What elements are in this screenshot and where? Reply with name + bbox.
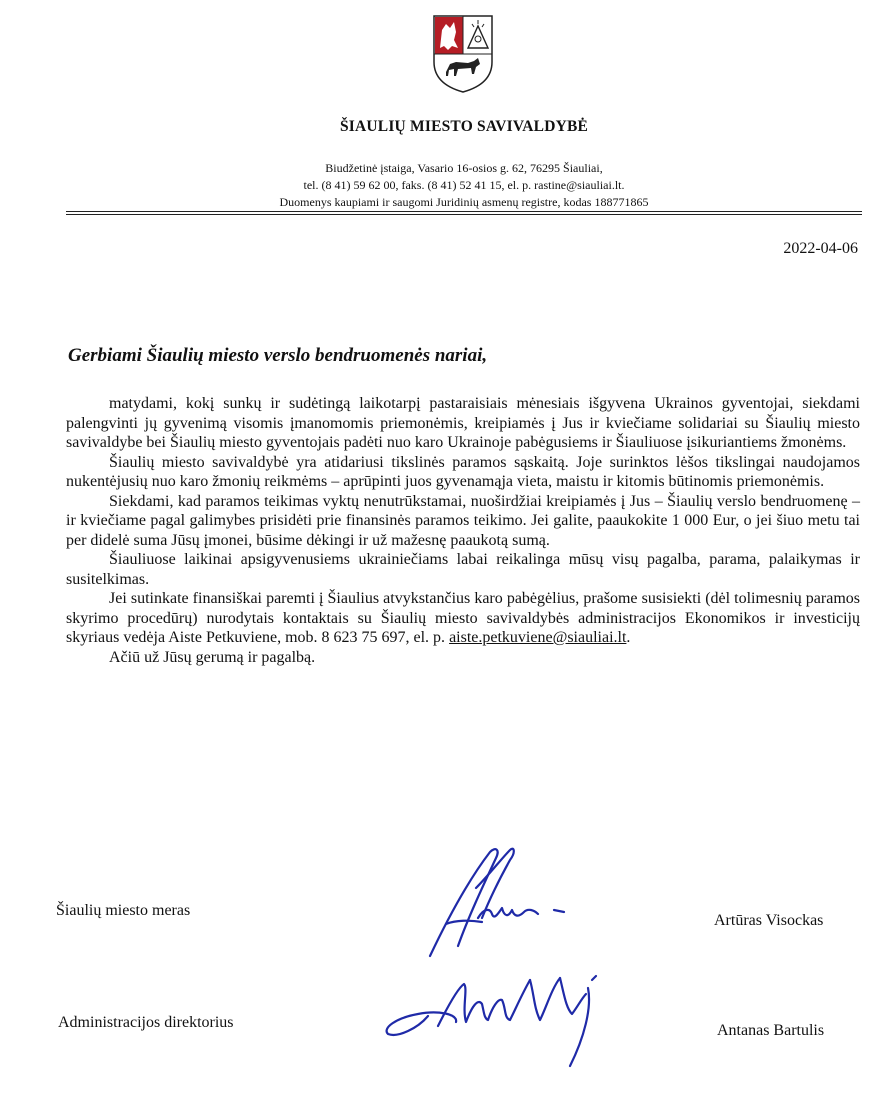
email-link[interactable]: aiste.petkuviene@siauliai.lt [449, 629, 627, 646]
header-registry-line: Duomenys kaupiami ir saugomi Juridinių asmenų registre, kodas 188771865 [279, 195, 649, 209]
director-title: Administracijos direktorius [58, 1014, 234, 1031]
contact-text: Jei sutinkate finansiškai paremti į Šiaulius atvykstančius karo pabėgėlius, prašome susisiekti (dėl tolimesnių paramos skyrimo procedūrų) nurodytais kontaktais su Šiaulių miesto savivaldybės administracijos Ekonomikos ir investicijų skyriaus vedėja Aiste Petkuviene, mob. 8 623 75 697, el. p. [66, 590, 860, 646]
director-signature [387, 976, 596, 1066]
mayor-signature [430, 849, 564, 956]
letter-body [66, 394, 860, 667]
contact-end: . [626, 629, 631, 646]
body-paragraph [66, 589, 860, 648]
header-divider [66, 214, 862, 215]
header-address-line: Biudžetinė įstaiga, Vasario 16-osios g. 62, 76295 Šiauliai, [325, 161, 603, 175]
closing-line: Ačiū už Jūsų gerumą ir pagalbą. [109, 648, 316, 666]
mayor-name: Artūras Visockas [714, 912, 824, 929]
body-paragraph: Siekdami, kad paramos teikimas vyktų nenutrūkstamai, nuoširdžiai kreipiamės į Jus – Šiaulių verslo bendruomenę – ir kviečiame pagal galimybes prisidėti prie finansinės paramos teikimo. Jei galite, paaukokite 1 000 Eur, o jei šiuo metu tai per didelė suma Jūsų įmonei, būsime dėkingi ir už mažesnę paaukotą sumą. [66, 492, 860, 549]
salutation: Gerbiami Šiaulių miesto verslo bendruomenės nariai, [68, 345, 488, 366]
letter-date: 2022-04-06 [783, 240, 858, 257]
coat-of-arms-icon [432, 14, 494, 94]
handwritten-signatures [378, 838, 618, 1098]
organization-name: ŠIAULIŲ MIESTO SAVIVALDYBĖ [339, 118, 589, 135]
mayor-title: Šiaulių miesto meras [56, 902, 191, 919]
header-divider [66, 211, 862, 212]
body-paragraph: Šiauliuose laikinai apsigyvenusiems ukrainiečiams labai reikalinga mūsų visų pagalba, parama, palaikymas ir susitelkimas. [66, 551, 860, 588]
header-contact-line: tel. (8 41) 59 62 00, faks. (8 41) 52 41 15, el. p. rastine@siauliai.lt. [303, 178, 625, 192]
body-paragraph: matydami, kokį sunkų ir sudėtingą laikotarpį pastaraisiais mėnesiais išgyvena Ukrainos gyventojai, siekdami palengvinti jų gyvenimą visomis įmanomomis priemonėmis, kreipiamės į Jus ir kviečiame solidariai su Šiaulių miesto savivaldybe bei Šiaulių miesto gyventojais padėti nuo karo Ukrainoje pabėgusiems ir Šiauliuose įsikuriantiems žmonėms. [66, 395, 860, 451]
body-paragraph: Šiaulių miesto savivaldybė yra atidariusi tikslinės paramos sąskaitą. Joje surinktos lėšos tikslingai naudojamos nukentėjusių nuo karo žmonių reikmėms – aprūpinti juos gyvenamąja vieta, maistu ir kitomis būtinomis priemonėmis. [66, 453, 860, 490]
director-name: Antanas Bartulis [717, 1022, 825, 1039]
